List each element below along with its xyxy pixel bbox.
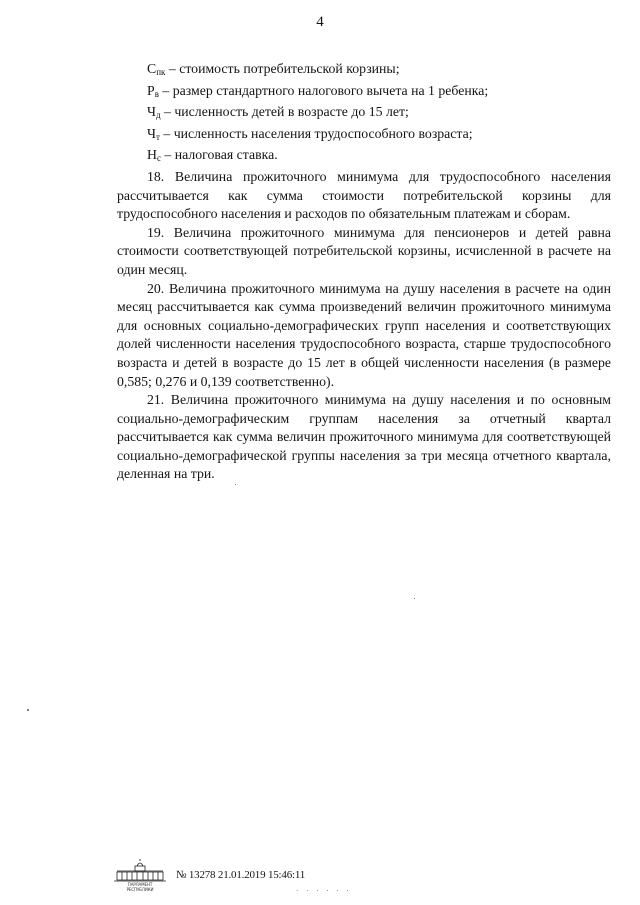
definition-symbol: Ч (147, 104, 156, 120)
definition-symbol: Ч (147, 125, 156, 141)
registration-footer (113, 858, 413, 895)
definition-item (117, 125, 611, 147)
definition-text: – стоимость потребительской корзины; (165, 61, 400, 76)
document-body (117, 60, 611, 484)
paragraph-20: 20. Величина прожиточного минимума на душу населения в расчете на один месяц рассчитывается как сумма произведений величин прожиточного минимума для основных социально-демографических групп населения и соответствующих долей численности населения трудоспособного возраста, старше трудоспособного возраста и детей в возрасте до 15 лет в общей численности населения (в размере 0,585; 0,276 и 0,139 соответственно). (117, 280, 611, 389)
scan-speck (414, 598, 415, 599)
registration-stamp: № 13278 21.01.2019 15:46:11 (176, 869, 306, 881)
paragraph-21: 21. Величина прожиточного минимума на душу населения и по основным социально-демографическим группам населения за отчетный квартал рассчитывается как сумма величин прожиточного минимума для соответствующей социально-демографической группы населения за три месяца отчетного квартала, деленная на три. (117, 392, 611, 482)
definition-symbol: Р (147, 82, 155, 98)
definition-symbol: Н (147, 147, 157, 163)
definition-subscript: д (155, 110, 161, 121)
definition-symbol: С (147, 61, 157, 76)
definition-text: – размер стандартного налогового вычета на 1 ребенка; (158, 82, 489, 98)
definition-text: – численность детей в возрасте до 15 лет; (160, 104, 409, 120)
logo-caption: ПАРЛАМЕНТ РЕСПУБЛИКИ (126, 882, 154, 892)
definition-item (117, 60, 611, 82)
definition-subscript: т (155, 131, 160, 142)
definition-item (117, 146, 611, 168)
definition-subscript: пк (156, 67, 166, 77)
definition-list (117, 60, 611, 168)
definition-item (117, 103, 611, 125)
definition-text: – налоговая ставка. (160, 147, 278, 163)
paragraph-18: 18. Величина прожиточного минимума для трудоспособного населения рассчитывается как сумма стоимости потребительской корзины для трудоспособного населения и расходов по обязательным платежам и сборам. (117, 168, 611, 222)
page-number: 4 (316, 14, 324, 30)
definition-item (117, 82, 611, 104)
paragraph-19: 19. Величина прожиточного минимума для пенсионеров и детей равна стоимости соответствующей потребительской корзины, исчисленной в расчете на один месяц. (117, 224, 611, 277)
scan-speck (235, 484, 236, 485)
stamp-dots: · · · · · · (296, 887, 352, 895)
definition-subscript: в (154, 88, 159, 99)
definition-subscript: с (156, 153, 161, 164)
definition-text: – численность населения трудоспособного возраста; (159, 125, 473, 141)
scan-speck (27, 709, 29, 711)
